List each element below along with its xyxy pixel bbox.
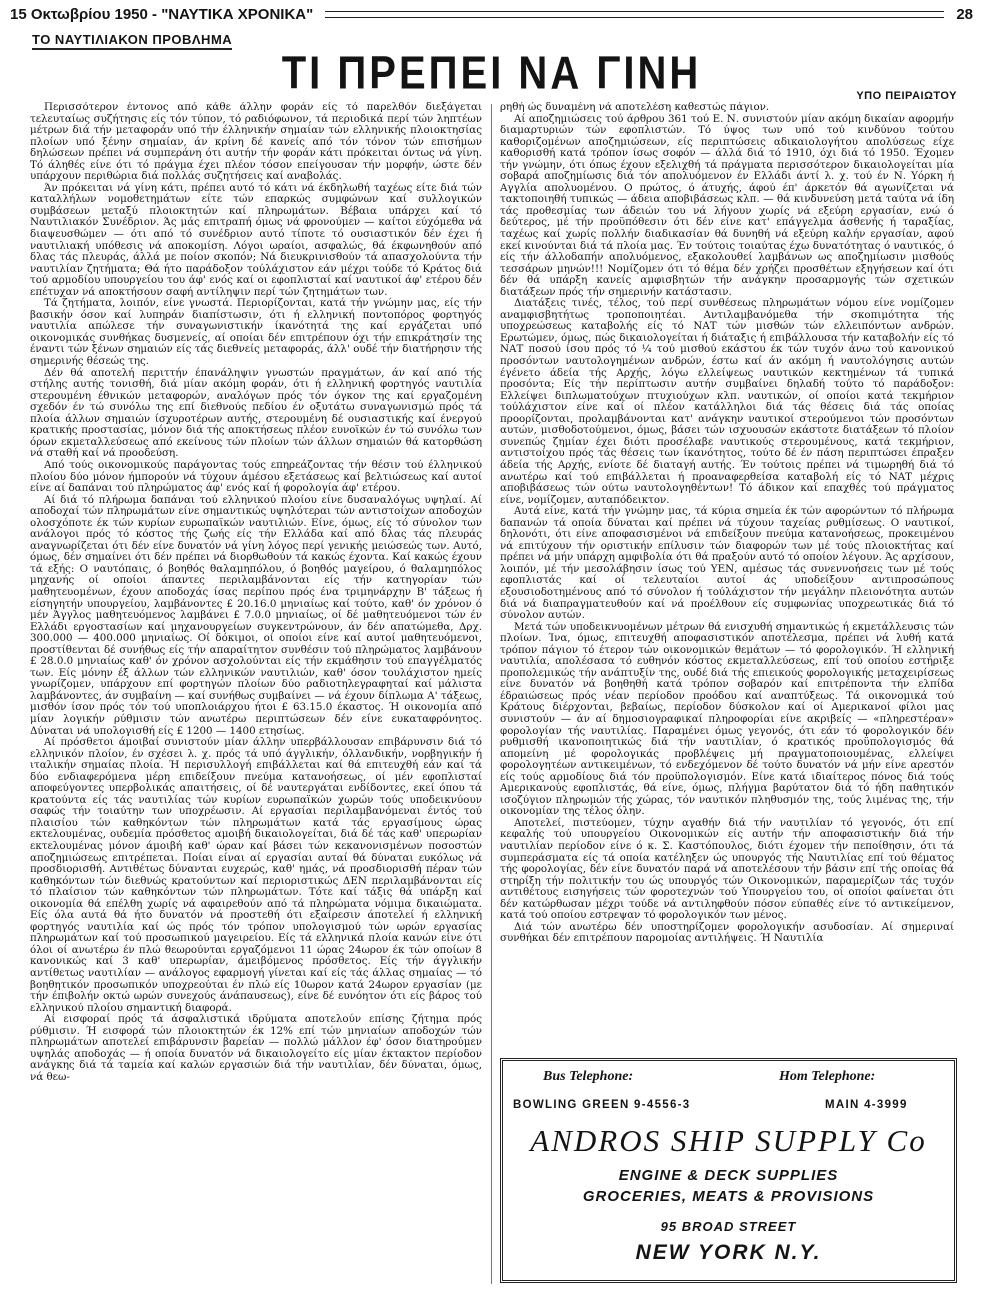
- right-column: [500, 102, 954, 1050]
- paragraph: Αυτά είνε, κατά τήν γνώμην μας, τά κύρια σημεία έκ τών αφορώντων τό πλήρωμα δαπανών τά οποία δύναται καί πρέπει νά τύχουν ταχείας ρυθμίσεως. Ο ναυτικοί, δηλονότι, ότι είνε αποφασισμένοι νά επιδείξουν πνεύμα κατανοήσεως, προκειμένου νά επιτύχουν τήν οριστικήν επίλυσιν τών διαφορών των μέ τούς πλοιοκτήτας καί πρέπει νά μήν υπάρχη αμφιβολία ότι θά πραξούν αυτό τό οποίον λέγουν. Άς αρχίσουν, λοιπόν, μέ τήν μεσολάβησιν ίσως τού ΥΕΝ, αμέσως τάς συνεννοήσεις των μέ τούς εφοπλιστάς καί οί τελευταίοι αυτοί άς υποδείξουν αντιπροσώπους εξουσιοδοτημένους από τό σύνολον ή τούλάχιστον τήν μεγάλην πλειονότητα αυτών διά νά διαπραγματευθούν καί νά προέλθουν είς συμφωνίας υποχρεωτικάς διά τό σύνολον αυτών.: [500, 505, 954, 622]
- paragraph: Αί αποζημιώσεις τού άρθρου 361 τού Ε. Ν. συνιστούν μίαν ακόμη δικαίαν αφορμήν διαμαρτυριών τών εφοπλιστών. Τό ύψος των υπό τού κινδύνου τούτου καθοριζομένων αποζημιώσεων, είς περιπτώσεις αδικαιολογήτου απολύσεως είχε καθορισθή κατά τρόπον ίσως σοφόν — άλλά διά τό 1910, όχι διά τό 1950. Έχομεν τήν γνώμην, ότι όπως έχουν εξελιχθή τά πράγματα περισσότερον δικαιολογείται μία σοβαρά αποζημίωσις διά τόν απολυόμενον έν Ελλάδι άντί λ. χ. τού έν Ν. Υόρκη ή Αγγλία απολυομένου. Ο πρώτος, ό άτυχής, άφού έπ' άρκετόν θά αγωνίζεται νά τακτοποιηθή τυπικώς — άδεια αποβιβάσεως κλπ. — θά κινδυνεύση μετά ταύτα νά ίδη τάς προθεσμίας των άδειών του νά λήγουν χωρίς νά εξεύρη εργασίαν, ενώ ό δεύτερος, μέ τήν προϋπόθεσιν ότι δέν είνε κατ' επάγγελμα άσθενής ή ταραξίας, ταχέως καί χωρίς πολλήν διαδικασίαν θά δυνηθή νά εξεύρη καλήν εργασίαν, αφού εκεί κινούνται διά τά πλοία μας. Έν τούτοις τοιαύτας έχω δυνατότητας ό ναυτικός, ό είς τήν άλλοδαπήν απολυόμενος, εξακολουθεί λαμβάνων ως αποζημίωσιν μισθούς τεσσάρων μηνών!!! Νομίζομεν ότι τό θέμα δέν χρήζει προσθέτων εξηγήσεων καί ότι δέν θά υπάρξη κανείς αμφισβητών τήν ανάγκην προσαρμογής τών σχετικών διατάξεων πρός τήν σημερινήν κατάστασιν.: [500, 112, 954, 298]
- paragraph: ρηθή ώς δυναμένη νά αποτελέση καθεστώς πάγιον.: [500, 102, 770, 113]
- paragraph: Τά ζητήματα, λοιπόν, είνε γνωστά. Περιορίζονται, κατά τήν γνώμην μας, είς τήν βασικήν όσον καί λυπηράν διαπίστωσιν, ότι ή ελληνική ποντοπόρος φορτηγός ναυτιλία απώλεσε τήν συναγωνιστικήν ίκανότητά της καί εργάζεται υπό οικονομικάς συνθήκας δυσμενείς, αί οποίαι δέν επιτρέπουν όχι τήν επικράτησίν της έναντι τών ξένων σημαιών είς τάς διεθνείς μεταφοράς, άλλ' ουδέ τήν διατήρησιν τής σημερινής θέσεώς της.: [30, 297, 482, 368]
- home-phone-label: Hom Telephone:: [779, 1069, 876, 1084]
- paragraph: Δέν θά αποτελή περιττήν έπανάληψιν γνωστών πραγμάτων, άν καί από τής στήλης αυτής τονισθή, διά μίαν ακόμη φοράν, ότι ή ελληνική φορτηγός ναυτιλία στερουμένη έθνικών μεταφορών, αναλόγων πρός τόν όγκον της καί εργαζομένη σχεδόν έν τώ συνόλω της επί διεθνούς πεδίου έν οξυτάτω συναγωνισμώ πρός τά πλοία άλλων σημαιών ίσχυροτέρων αυτής, στερουμένη δέ ουσιαστικής καί ένεργού κρατικής προστασίας, μόνον διά τής αποκτήσεως πλέον ευνοϊκών έν τώ συνόλω των όρων εκμεταλλεύσεως από εκείνους τών πλοίων τών άλλων σημαιών θά κατορθώση νά σταθή καί νά προοδεύση.: [30, 366, 482, 460]
- paragraph: Μετά τών υποδεικνυομένων μέτρων θά ενισχυθή σημαντικώς ή εκμετάλλευσις τών πλοίων. Ίνα, όμως, επιτευχθή αποφασιστικόν αποτέλεσμα, πρέπει νά λυθή κατά τρόπον πάγιον τό έτερον τών οικονομικών θεμάτων — τό φορολογικόν. Ή ελληνική ναυτιλία, απολέσασα τό ευθηνόν κόστος εκμεταλλεύσεως, επί τού οποίου εστήριξε προπολεμικώς τήν ανάπτυξίν της, ουδέ διά τής επιεικούς φορολογικής μεταχειρίσεως είνε δυνατόν νά βοηθηθή κατά τρόπον σοβαρόν καί επιτρέποντα τήν ελπίδα έδραιώσεως πρός νέαν περίοδον προόδου καί αναπτύξεως. Τά οικονομικά τού Κράτους διέρχονται, βεβαίως, περίοδον δύσκολον καί οί Αμερικανοί φίλοι μας συνιστούν — άν αί δημοσιογραφικαί πληροφορίαι είνε ακριβείς — «πληρεστέραν» φορολογίαν τής ναυτιλίας. Παραμένει όμως γεγονός, ότι εάν τό φορολογικόν δέν ρυθμισθή ικανοποιητικώς διά τήν ναυτιλίαν, ό κρατικός προϋπολογισμός θά απομείνη μέ φορολογικάς προβλέψεις μή πραγματοποιουμένας, ελλείψει φορολογητέων αντικειμένων, τό ενδεχόμενον δέ τούτο δυνατόν νά μήν είνε αρεστόν είς τούς αρμοδίους διά τόν προϋπολογισμόν. Είνε κατά ιδιαίτερος πόνος διά τούς Αμερικανούς εφοπλιστάς, θά είνε, όμως, πλήγμα βαρύτατον διά τό ήδη παθητικόν ισοζύγιον πληρωμών τής χώρας, τόν ναυτικόν πληθυσμόν της, τούς λιμένας της, τήν οικονομίαν της τέλος όλην.: [500, 620, 954, 818]
- paragraph: Διατάξεις τινές, τέλος, τού περί συνθέσεως πληρωμάτων νόμου είνε νομίζομεν αναμφισβητήτως τροποποιητέαι. Αντιλαμβανόμεθα τήν σκοπιμότητα τής υποχρεώσεως καταβολής είς τό ΝΑΤ τών μισθών τών ελλειπόντων ανδρών. Ερωτώμεν, όμως, πώς δικαιολογείται ή διάταξις ή επιβάλλουσα τήν καταβολήν είς τό ΝΑΤ ποσού ίσου πρός τό ¼ τού μισθού εκάστου έκ τών τυχόν άνω τού κανονικού προσόντων ναυτολογημένων ανδρών, έστω καί άν ακόμη ή ναυτολόγησις αυτών έγένετο άδεία τής Αρχής, λόγω ελλείψεως ναυτικών κεκτημένων τά τυπικά προσόντα; Είς τήν περίπτωσιν αυτήν συμβαίνει δηλαδή τούτο τό παράδοξον: Ελλείψει διπλωματούχων πτυχιούχων κλπ. ναυτικών, οί οποίοι κατά τεκμήριον τούλάχιστον είνε καί οί πλέον κατάλληλοι διά τάς θέσεις διά τάς οποίας προορίζονται, προλαμβάνονται κατ' ανάγκην ναυτικοί στερούμενοι τών προσόντων αυτών, μισθοδοτούμενοι, όμως, βάσει τών ισχυουσών εκάστοτε διατάξεων τό πλοίον συνεπώς ζημίαν έχει διότι προσέλαβε ναυτικούς στερουμένους, κατά τεκμήριον, αντιστοίχου πρός τάς θέσεις των ίκανότητος, τούτο δέ έν πάση περιπτώσει έπραξεν άδεία τής Αρχής, ενίοτε δέ διαταγή αυτής. Έν τούτοις πρέπει νά τιμωρηθή διά τό ανωτέρω καί τού επιβάλλεται ή προαναφερθείσα καταβολή είς τό ΝΑΤ μέχρις αποβιβάσεως τών ούτω ναυτολογηθέντων! Τό άδικον καί επαχθές τού πράγματος είνε, νομίζομεν, αυταπόδεικτον.: [500, 297, 954, 506]
- business-phone-number: BOWLING GREEN 9-4556-3: [513, 1099, 691, 1111]
- running-header: [10, 4, 973, 24]
- paragraph: Περισσότερον έντονος από κάθε άλλην φοράν είς τό παρελθόν διεξάγεται τελευταίως συζήτησις είς τόν τύπον, τό ραδιόφωνον, τά περιοδικά περί τών ληπτέων μέτρων διά τήν μεταφοράν υπό τήν έλληνικήν σημαίαν τών ελληνικής πλοιοκτησίας πλοίων υπό ξένην σημαίαν, άν κρίνη δέ κανείς από τόν τόνον τών επισήμων δηλώσεων πρέπει νά συμπεράνη ότι αυτήν τήν φοράν κάτι πρόκειται όντως νά γίνη. Τό άληθές είνε ότι τό πράγμα έχει πλέον τόσον επείγουσαν τήν μορφήν, ώστε δέν υπάρχουν περιθώρια διά πολλάς συζητήσεις καί αναβολάς.: [30, 102, 482, 183]
- paragraph: Διά τών ανωτέρω δέν υποστηρίζομεν φορολογικήν ασυδοσίαν. Αί σημεριναί συνθήκαι δέν επιτρέπουν παρομοίας αντιλήψεις. Ή Ναυτιλία: [500, 920, 954, 945]
- paragraph: Από τούς οικονομικούς παράγοντας τούς επηρεάζοντας τήν θέσιν τού έλληνικού πλοίου δύο μόνον ήμπορούν νά τύχουν άμέσου εξετάσεως καί βελτιώσεως καί αυτοί είνε αί δαπάναι τού πληρώματος άφ' ενός καί ή φορολογία άφ' ετέρου.: [30, 458, 482, 495]
- article-byline: ΥΠΟ ΠΕΙΡΑΙΩΤΟΥ: [856, 90, 957, 102]
- column-divider: [491, 104, 492, 1284]
- home-phone-number: MAIN 4-3999: [825, 1099, 908, 1111]
- paragraph: Αί πρόσθετοι άμοιβαί συνιστούν μίαν άλλην υπερβάλλουσαν επιβάρυνσιν διά τό ελληνικόν πλοίον, έν σχέσει λ. χ. πρός τά υπό άγγλικήν, όλλανδικήν, νορβηγικήν ή ιταλικήν σημαίας πλοία. Ή περισυλλογή επιβάλλεται καί θά επιτευχθή εάν καί τά δύο ενδιαφερόμενα μέρη επιδείξουν πνεύμα κατανοήσεως, οί μέν εφοπλισταί αποφεύγοντες υπερβολικάς απαιτήσεις, οί δέ ναυτεργάται ενδίδοντες, εκεί όπου τά κρατούντα είς τάς ναυτιλίας τών κυρίων ευρωπαϊκών χωρών τούς υποδεικνύουν σαφώς τήν τοιαύτην των υποχρέωσιν. Αί εργασίαι περιλαμβανόμεναι έντός τού πλαισίου τών καθηκόντων τών πληρωμάτων κατά τάς εργασίμους ώρας εκτελουμένας, ουδεμία πρόσθετος αμοιβή δικαιολογείται, διά δέ τάς καθ' υπερωρίαν εκτελουμένας μόνον άμοιβή καθ' ώραν καί βάσει τών κεκανονισμένων ποσοστών αποζημιώσεως επιτρέπεται. Ποίαι είναι αί εργασίαι αυταί θά δύναται ευκόλως νά προσδιορισθή. Αντιθέτως δύνανται ευχερώς, καθ' ημάς, νά προσδιορισθή πέραν τών καθηκόντων τών διεθνώς κρατούντων καί περιοριστικώς ΔΕΝ περιλαμβάνονται είς τό πλαίσιον τών καθηκόντων τών πληρωμάτων. Τότε καί τάξις θά υπάρξη καί οικονομία θά επέλθη χωρίς νά αφαιρεθούν από τά πληρώματα νόμιμα δικαιώματα. Είς όλα αυτά θά ήτο δυνατόν νά προστεθή ότι εξαίρεσιν άποτελεί ή ελληνική φορτηγός ναυτιλία καί ώς πρός τόν τρόπον υπολογισμού τών ωρών εργασίας πληρωμάτων καί τού προσωπικού μαγειρείου. Είς τά ελληνικά πλοία κανών είνε ότι όλοι οί ανωτέρω έν πλώ θεωρούνται εργαζόμενοι 11 ώρας 24ωρον έκ τών οποίων 8 κανονικώς καί 3 καθ' υπερωρίαν, άμειβόμενος πρόσθετος. Είς τήν άγγλικήν αντίθετως ναυτιλίαν — ανάλογος εφαρμογή γίνεται καί είς τάς άλλας σημαίας — τό βοηθητικόν προσωπικόν υποχρεούται έν πλώ είς 10ωρον κατά 24ωρον εργασίαν (με τήν έπιβολήν οκτώ ωρών συνεχούς άνάπαυσεως), είνε δέ ευνόητον ότι είς βάρος τού ελληνικού πλοίου σημαντική διαφορά.: [30, 736, 482, 1014]
- paragraph: Αί εισφοραί πρός τά άσφαλιστικά ιδρύματα αποτελούν επίσης ζήτημα πρός ρύθμισιν. Ή εισφορά τών πλοιοκτητών έκ 12% επί τών μηνιαίων αποδοχών τών πληρωμάτων αποτελεί επιβάρυνσιν βαρείαν — πολλώ μάλλον έφ' όσον διατηρούμεν υψηλάς αποδοχάς — ή οποία δυνατόν νά δικαιολογείτο είς μίαν έκτακτον περίοδον ανάγκης διά τά ταμεία καί καλών εργασιών διά τήν ναυτιλίαν, δέν δύναται, όμως, νά θεω-: [30, 1013, 482, 1083]
- header-rule: [325, 11, 944, 18]
- issue-date-title: 15 Οκτωβρίου 1950 - "ΝΑΥΤΙΚΑ ΧΡΟΝΙΚΑ": [10, 5, 314, 23]
- paragraph: Αί διά τό πλήρωμα δαπάναι τού ελληνικού πλοίου είνε δυσαναλόγως υψηλαί. Αί αποδοχαί τών πληρωμάτων είνε σημαντικώς υψηλότεραι τών αντιστοίχων αποδοχών ολοσχόποτε έκ τών κυρίων ευρωπαϊκών ναυτιλιών. Είνε, όμως, είς τό σύνολον των ανάλογοι πρός τό κόστος τής ζωής είς τήν Ελλάδα καί από δλας τάς πλευράς αναγνωρίζεται ότι δέν είνε δυνατόν νά γίνη λόγος περί γενικής μειώσεώς των. Αυτό, όμως, δέν σημαίνει ότι δέν πρέπει νά διορθωθούν τά κακώς έχοντα. Καί κακώς έχουν τά εξής: Ο ναυτόπαις, ό βοηθός θαλαμηπόλου, ό βοηθός μαγείρου, ό θαλαμηπόλος μηχανής οί οποίοι άπαντες περιλαμβάνονται είς τήν κατηγορίαν τών μαθητευομένων, έχουν αποδοχάς ίσας περίπου πρός ένα τριμηνάρχην Β' τάξεως ή είσηγητήν υπουργείου, λαμβάνοντες £ 20.16.0 μηνιαίως καί τούτο, καθ' όν χρόνον ό μέν Άγγλος μαθητευόμενος λαμβάνει £ 7.0.0 μηνιαίως, οί δέ μαθητευόμενοι τών έν Ελλάδι εργοστασίων καί μηχανουργείων συγκεντρώνουν, άν δέν απατώμεθα, Δρχ. 300.000 — 400.000 μηνιαίως. Οί δόκιμοι, οί οποίοι είνε καί αυτοί μαθητευόμενοι, προστίθενται δέ συνήθως είς τήν απαραίτητον συνθέσιν τού πληρώματος λαμβάνουν £ 28.0.0 μηνιαίως καθ' όν χρόνον ασχολούνται είς τήν εκμάθησιν τού επαγγέλματός των. Είς μόνην έξ άλλων τών ελληνικών ναυτιλιών, καθ' όσον τουλάχιστον ημείς γνωρίζομεν, υπάρχουν επί φορτηγών πλοίων δύο ραδιοτηλεγραφηταί καί μάλιστα λαμβάνοντες, άν συμβαίνη — καί συνήθως συμβαίνει — νά έχουν δίπλωμα Α' τάξεως, μισθόν ίσον πρός τόν τού υποπλοιάρχου ήτοι £ 63.15.0 έκαστος. Ή οικονομία από μίαν λογικήν ρύθμισιν τών ανωτέρω περιπτώσεων δέν είνε ευκαταφρόνητος. Δύναται νά υπολογισθή είς £ 1200 — 1400 ετησίως.: [30, 493, 482, 737]
- paragraph: Άν πρόκειται νά γίνη κάτι, πρέπει αυτό τό κάτι νά έκδηλωθή ταχέως είτε διά τών καταλλήλων νομοθετημάτων είτε τών επαρκώς συμφώνων καί συλλογικών συμβάσεων μεταξύ πλοιοκτητών καί πληρωμάτων. Βέβαια υπάρχει καί τό Ναυτιλιακόν Συνέδριον. Άς μάς επιτραπή όμως νά φρονούμεν — καίτοι εύχόμεθα νά διαψευσθώμεν — ότι από τό συνέδριον αυτό τίποτε τό ουσιαστικόν δέν έχει ή ναυτιλιακή υπόθεσις νά αποκομίση. Λόγοι ωραίοι, ασφαλώς, θά έκφωνηθούν από δλας τάς πλευράς, άλλά με ποίον σκοπόν; Νά διευκρινισθούν τά απασχολούντα τήν ναυτιλίαν ζητήματα; Θά ήτο παράδοξον τούλάχιστον εάν μέχρι τούδε τό Κράτος διά τού αρμοδίου υπουργείου του άφ' ενός καί οι εφοπλισταί καί ναυτικοί άφ' ετέρου δέν επέτυχαν νά αποκτήσουν σαφή αντίληψιν περί τών ζητημάτων των.: [30, 181, 482, 298]
- page-number: 28: [956, 5, 973, 23]
- business-phone-label: Bus Telephone:: [543, 1069, 634, 1084]
- ad-address: 95 BROAD STREET: [660, 1219, 797, 1234]
- paragraph: Αποτελεί, πιστεύομεν, τύχην αγαθήν διά τήν ναυτιλίαν τό γεγονός, ότι επί κεφαλής τού υπουργείου Οικονομικών είς αυτήν τήν αποφασιστικήν διά τήν ναυτιλίαν περίοδον είνε ό κ. Σ. Καστόπουλος, διότι έχομεν τήν πεποίθησιν, ότι τά συμπεράσματα είς τά οποία κατέληξεν ώς υπουργός τής Ναυτιλίας επί τού θέματος τής φορολογίας, δέν είνε δυνατόν παρά νά αποτελέσουν τήν βάσιν επί τής οποίας θά στηρίξη τήν πολιτικήν του ώς υπουργός τών Οικονομικών, παραμερίζων τάς τυχόν αντιθέτους εισηγήσεις τών φοροτεχνών τού Υπουργείου του, οί οποίοι φαίνεται ότι δέν κατώρθωσαν μέχρι τούδε νά αντιληφθούν πόσον εύπαθές είνε τό αντικείμενον, κατά τού οποίου εστρεψαν τό φορολογικόν των μένος.: [500, 816, 954, 922]
- ad-city: NEW YORK N.Y.: [635, 1241, 822, 1264]
- advertisement-box: [500, 1058, 957, 1283]
- company-name: ANDROS SHIP SUPPLY Co: [530, 1123, 927, 1158]
- article-headline: ΤΙ ΠΡΕΠΕΙ ΝΑ ΓΙΝΗ: [281, 48, 702, 99]
- section-label: ΤΟ ΝΑΥΤΙΛΙΑΚΟΝ ΠΡΟΒΛΗΜΑ: [32, 32, 232, 50]
- ad-line-supplies: ENGINE & DECK SUPPLIES: [618, 1167, 839, 1184]
- left-column: [30, 102, 482, 1287]
- ad-line-provisions: GROCERIES, MEATS & PROVISIONS: [582, 1188, 875, 1205]
